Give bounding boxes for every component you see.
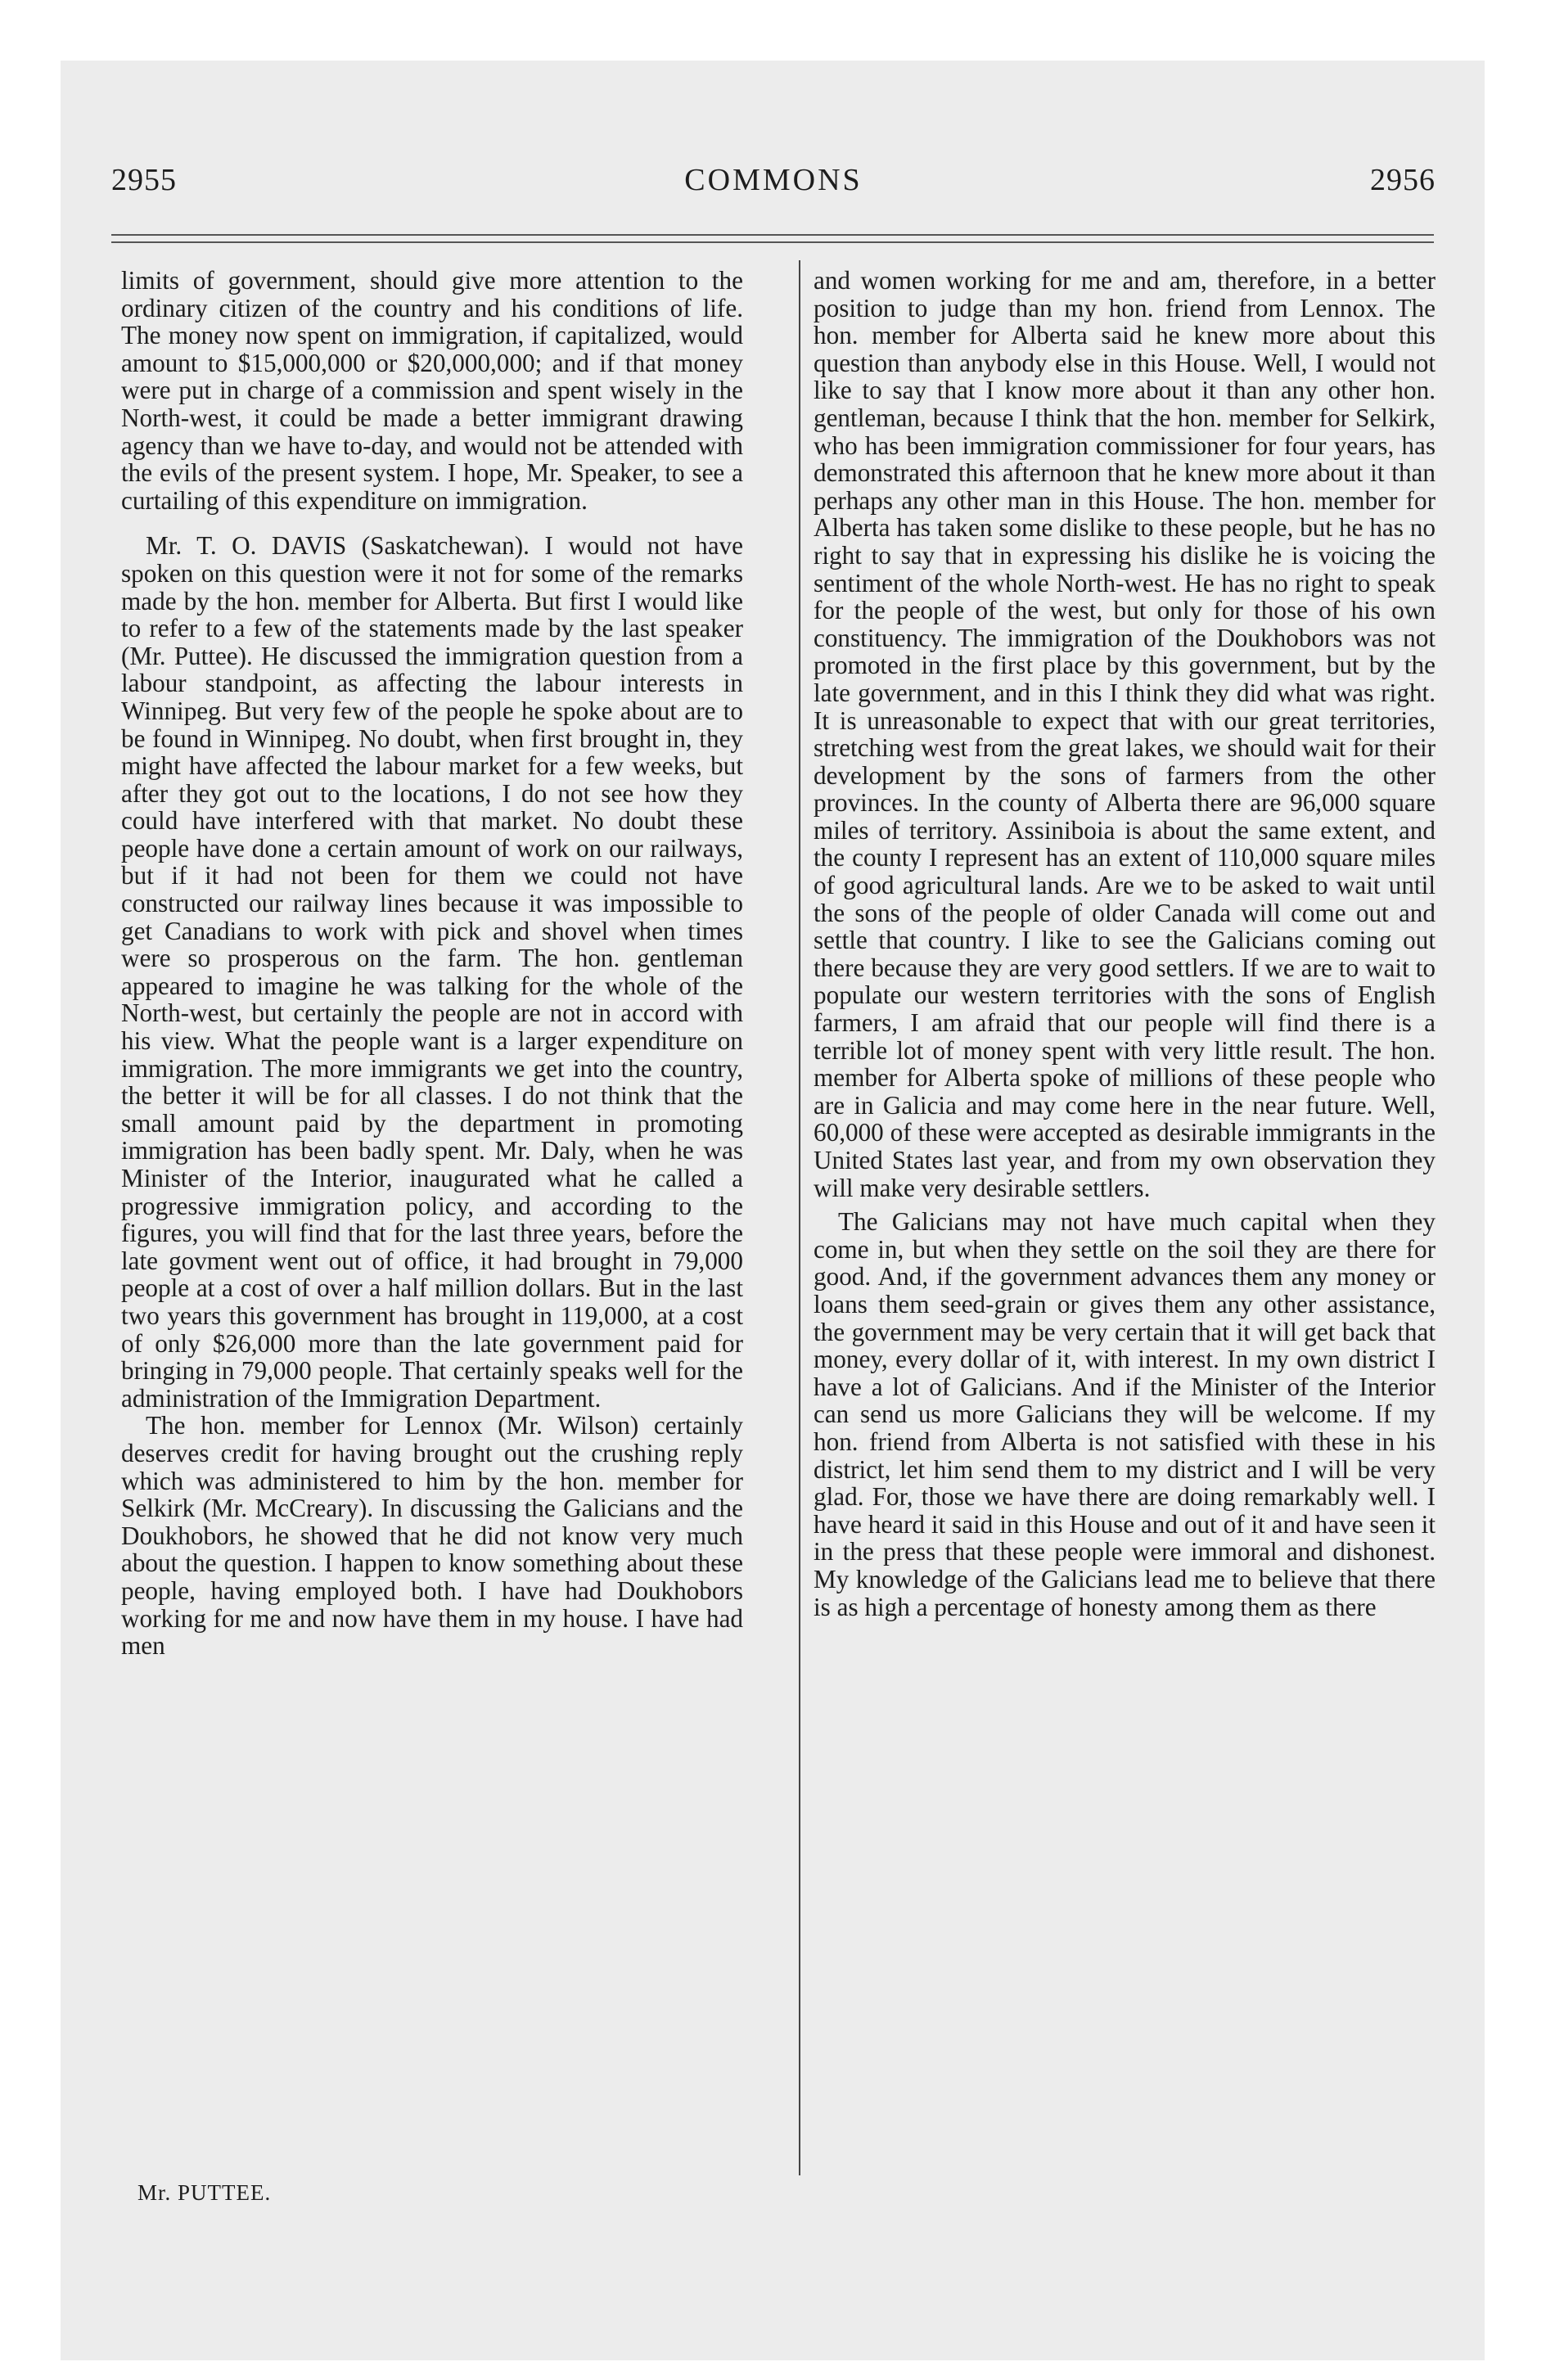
page-number-left: 2955 [111,163,177,197]
right-paragraph-1: and women working for me and am, therefore, in a better position to judge than my hon. friend from Lennox. The hon. member for Alberta said he knew more about this question than anybody else in this House. Well, I would not like to say that I know more about it than any other hon. gentleman, because I think that the hon. member for Selkirk, who has been immigration commissioner for four years, has demonstrated this afternoon that he knew more about it than perhaps any other man in this House. The hon. member for Alberta has taken some dislike to these people, but he has no right to say that in expressing his dislike he is voicing the sentiment of the whole North-west. He has no right to speak for the people of the west, but only for those of his own constituency. The immigration of the Doukhobors was not promoted in the first place by this government, but by the late government, and in this I think they did what was right. It is unreasonable to expect that with our great territories, stretching west from the great lakes, we should wait for their development by the sons of farmers from the other provinces. In the county of Alberta there are 96,000 square miles of territory. Assiniboia is about the same extent, and the county I represent has an extent of 110,000 square miles of good agricultural lands. Are we to be asked to wait until the sons of the people of older Canada will come out and settle that country. I like to see the Galicians coming out there because they are very good settlers. If we are to wait to populate our western territories with the sons of English farmers, I am afraid that our people will find there is a terrible lot of money spent with very little result. The hon. member for Alberta spoke of millions of these people who are in Galicia and may come here in the near future. Well, 60,000 of these were accepted as desirable immigrants in the United States last year, and from my own observation they will make very desirable settlers. [814,266,1436,1202]
right-column [814,267,1436,1620]
left-column [121,267,743,1660]
header-double-rule [111,234,1434,243]
page-header [111,162,1436,211]
footer-speaker-name: Mr. PUTTEE. [137,2180,272,2205]
left-paragraph-1: limits of government, should give more attention to the ordinary citizen of the country and his conditions of life. The money now spent on immigration, if capitalized, would amount to $15,000,000 or $20,000,000; and if that money were put in charge of a commission and spent wisely in the North-west, it could be made a better immigrant drawing agency than we have to-day, and would not be attended with the evils of the present system. I hope, Mr. Speaker, to see a curtailing of this expenditure on immigration. [121,266,743,515]
column-divider [799,260,800,2175]
running-title: COMMONS [684,163,863,197]
left-paragraph-3: The hon. member for Lennox (Mr. Wilson) certainly deserves credit for having brought out the crushing reply which was administered to him by the hon. member for Selkirk (Mr. McCreary). In discussing the Galicians and the Doukhobors, he showed that he did not know very much about the question. I happen to know something about these people, having employed both. I have had Doukhobors working for me and now have them in my house. I have had men [121,1411,743,1661]
left-paragraph-2: Mr. T. O. DAVIS (Saskatchewan). I would not have spoken on this question were it not for some of the remarks made by the hon. member for Alberta. But first I would like to refer to a few of the statements made by the last speaker (Mr. Puttee). He discussed the immigration question from a labour standpoint, as affecting the labour interests in Winnipeg. But very few of the people he spoke about are to be found in Winnipeg. No doubt, when first brought in, they might have affected the labour market for a few weeks, but after they got out to the locations, I do not see how they could have interfered with that market. No doubt these people have done a certain amount of work on our railways, but if it had not been for them we could not have constructed our railway lines because it was impossible to get Canadians to work with pick and shovel when times were so prosperous on the farm. The hon. gentleman appeared to imagine he was talking for the whole of the North-west, but certainly the people are not in accord with his view. What the people want is a larger expenditure on immigration. The more immigrants we get into the country, the better it will be for all classes. I do not think that the small amount paid by the department in promoting immigration has been badly spent. Mr. Daly, when he was Minister of the Interior, inaugurated what he called a progressive immigration policy, and according to the figures, you will find that for the last three years, before the late govment went out of office, it had brought in 79,000 people at a cost of over a half million dollars. But in the last two years this government has brought in 119,000, at a cost of only $26,000 more than the late government paid for bringing in 79,000 people. That certainly speaks well for the administration of the Immigration Department. [121,531,743,1413]
page-number-right: 2956 [1370,163,1436,197]
right-paragraph-2: The Galicians may not have much capital when they come in, but when they settle on the soil they are there for good. And, if the government advances them any money or loans them seed-grain or gives them any other assistance, the government may be very certain that it will get back that money, every dollar of it, with interest. In my own district I have a lot of Galicians. And if the Minister of the Interior can send us more Galicians they will be welcome. If my hon. friend from Alberta is not satisfied with these in his district, let him send them to my district and I will be very glad. For, those we have there are doing remarkably well. I have heard it said in this House and out of it and have seen it in the press that these people were immoral and dishonest. My knowledge of the Galicians lead me to believe that there is as high a percentage of honesty among them as there [814,1207,1436,1621]
